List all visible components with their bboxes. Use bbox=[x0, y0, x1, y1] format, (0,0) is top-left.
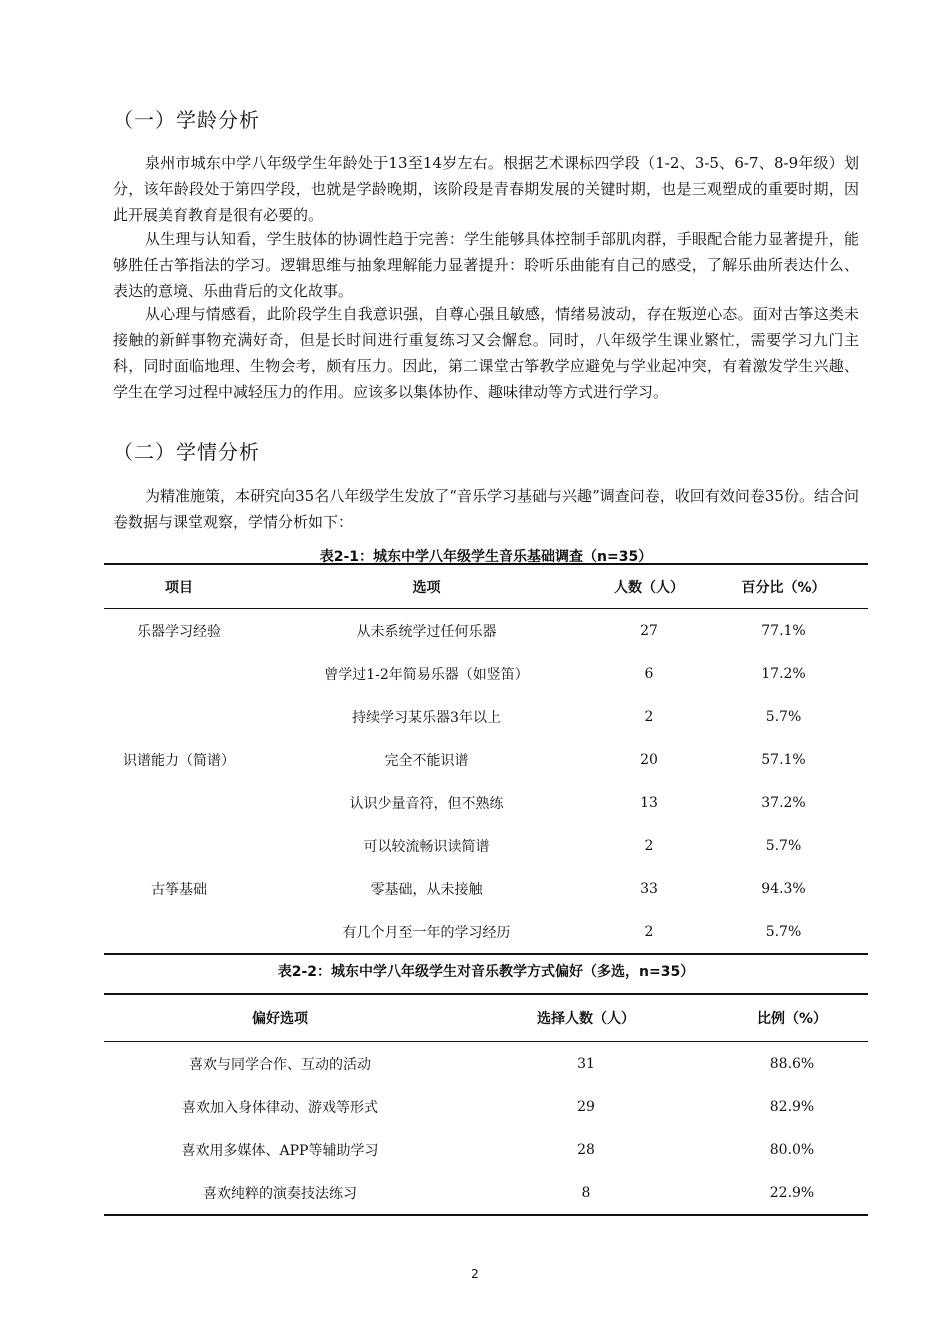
table-cell-option: 曾学过1-2年简易乐器（如竖笛） bbox=[324, 666, 529, 683]
table-cell-option: 喜欢纯粹的演奏技法练习 bbox=[203, 1185, 357, 1202]
table-cell-count: 29 bbox=[577, 1098, 595, 1115]
table-row bbox=[104, 1042, 868, 1086]
table-cell-percent: 5.7% bbox=[765, 923, 802, 940]
table-cell-count: 6 bbox=[644, 665, 654, 682]
table-cell-option: 喜欢加入身体律动、游戏等形式 bbox=[182, 1099, 378, 1116]
table-row bbox=[104, 824, 868, 867]
column-header: 选择人数（人） bbox=[456, 994, 716, 1042]
table-cell-option: 喜欢用多媒体、APP等辅助学习 bbox=[181, 1142, 379, 1159]
table-caption: 表2-1：城东中学八年级学生音乐基础调查（n=35） bbox=[319, 549, 653, 565]
table-cell-option: 持续学习某乐器3年以上 bbox=[352, 709, 501, 726]
table-cell-percent: 77.1% bbox=[761, 622, 806, 639]
table-header-row bbox=[104, 564, 868, 609]
table-row bbox=[104, 652, 868, 695]
section-heading-age-analysis: （一）学龄分析 bbox=[113, 108, 260, 132]
table-row bbox=[104, 695, 868, 738]
table-cell-option: 完全不能识谱 bbox=[384, 752, 469, 769]
table-row bbox=[104, 910, 868, 954]
table-row bbox=[104, 738, 868, 781]
table-cell-percent: 5.7% bbox=[765, 708, 802, 725]
paragraph: 为精准施策，本研究向35名八年级学生发放了“音乐学习基础与兴趣”调查问卷，收回有效问卷35份。结合问卷数据与课堂观察，学情分析如下： bbox=[113, 487, 859, 531]
table-cell-count: 31 bbox=[577, 1055, 595, 1072]
table-cell-count: 13 bbox=[640, 794, 658, 811]
table-cell-count: 2 bbox=[644, 708, 654, 725]
page-number: 2 bbox=[471, 1267, 479, 1281]
table-cell-option: 可以较流畅识读简谱 bbox=[363, 838, 490, 855]
table-cell-option: 喜欢与同学合作、互动的活动 bbox=[189, 1056, 371, 1073]
table-cell-percent: 80.0% bbox=[769, 1141, 815, 1158]
table-cell-item bbox=[104, 824, 254, 867]
column-header: 比例（%） bbox=[716, 994, 868, 1042]
column-header: 项目 bbox=[104, 564, 254, 609]
table-cell-percent: 37.2% bbox=[761, 794, 806, 811]
section-heading-learning-analysis: （二）学情分析 bbox=[113, 440, 260, 464]
music-foundation-table bbox=[104, 563, 868, 955]
table-cell-item bbox=[104, 910, 254, 954]
table-cell-count: 33 bbox=[640, 880, 658, 897]
table-cell-count: 2 bbox=[644, 837, 654, 854]
table-cell-count: 28 bbox=[577, 1141, 595, 1158]
table-cell-percent: 88.6% bbox=[769, 1055, 815, 1072]
table-cell-count: 8 bbox=[581, 1184, 591, 1201]
column-header: 偏好选项 bbox=[104, 994, 456, 1042]
teaching-preference-table bbox=[104, 993, 868, 1216]
table-cell-item bbox=[104, 652, 254, 695]
table-header-row bbox=[104, 994, 868, 1042]
paragraph: 从心理与情感看，此阶段学生自我意识强，自尊心强且敏感，情绪易波动，存在叛逆心态。面对古筝这类未接触的新鲜事物充满好奇，但是长时间进行重复练习又会懈怠。同时，八年级学生课业繁忙，需要学习九门主科，同时面临地理、生物会考，颇有压力。因此，第二课堂古筝教学应避免与学业起冲突，有着激发学生兴趣、学生在学习过程中减轻压力的作用。应该多以集体协作、趣味律动等方式进行学习。 bbox=[113, 305, 859, 401]
column-header: 选项 bbox=[254, 564, 599, 609]
table-cell-count: 20 bbox=[640, 751, 658, 768]
table-cell-percent: 57.1% bbox=[761, 751, 806, 768]
table-cell-option: 从未系统学过任何乐器 bbox=[356, 623, 497, 640]
table-row bbox=[104, 781, 868, 824]
column-header: 人数（人） bbox=[599, 564, 699, 609]
table-cell-percent: 82.9% bbox=[769, 1098, 815, 1115]
table-row bbox=[104, 1128, 868, 1171]
table-cell-item bbox=[104, 695, 254, 738]
column-header: 百分比（%） bbox=[699, 564, 868, 609]
table-row bbox=[104, 1171, 868, 1215]
table-cell-option: 有几个月至一年的学习经历 bbox=[342, 924, 511, 941]
table-row bbox=[104, 609, 868, 653]
table-cell-option: 零基础，从未接触 bbox=[370, 881, 483, 898]
table-cell-count: 2 bbox=[644, 923, 654, 940]
table-cell-item: 古筝基础 bbox=[151, 881, 207, 898]
table-cell-count: 27 bbox=[640, 622, 658, 639]
table-row bbox=[104, 867, 868, 910]
table-cell-option: 认识少量音符，但不熟练 bbox=[349, 795, 504, 812]
table-cell-percent: 5.7% bbox=[765, 837, 802, 854]
table-cell-item: 识谱能力（简谱） bbox=[123, 752, 235, 769]
table-cell-item bbox=[104, 781, 254, 824]
table-cell-percent: 22.9% bbox=[769, 1184, 815, 1201]
table-row bbox=[104, 1085, 868, 1128]
paragraph: 从生理与认知看，学生肢体的协调性趋于完善：学生能够具体控制手部肌肉群，手眼配合能力显著提升，能够胜任古筝指法的学习。逻辑思维与抽象理解能力显著提升：聆听乐曲能有自己的感受，了解乐曲所表达什么、表达的意境、乐曲背后的文化故事。 bbox=[113, 230, 859, 300]
table-cell-percent: 94.3% bbox=[761, 880, 806, 897]
table-cell-item: 乐器学习经验 bbox=[137, 623, 221, 640]
table-caption: 表2-2：城东中学八年级学生对音乐教学方式偏好（多选，n=35） bbox=[277, 964, 695, 980]
paragraph: 泉州市城东中学八年级学生年龄处于13至14岁左右。根据艺术课标四学段（1-2、3-5、6-7、8-9年级）划分，该年龄段处于第四学段，也就是学龄晚期，该阶段是青春期发展的关键时期，也是三观塑成的重要时期，因此开展美育教育是很有必要的。 bbox=[113, 154, 859, 224]
table-cell-percent: 17.2% bbox=[761, 665, 806, 682]
